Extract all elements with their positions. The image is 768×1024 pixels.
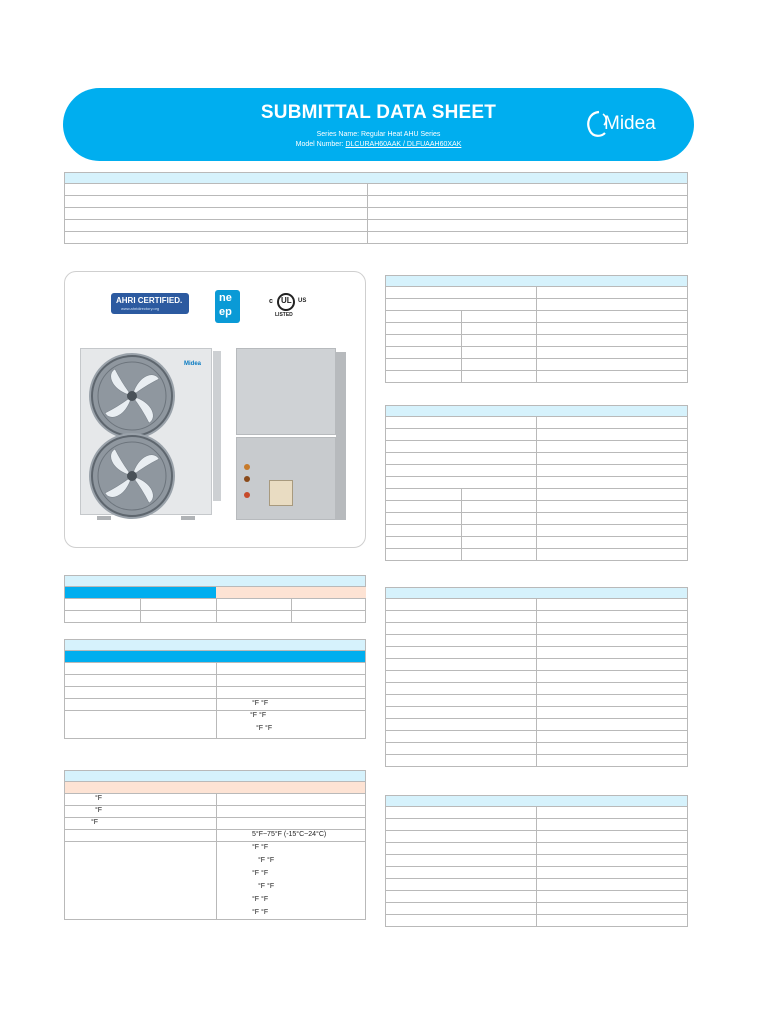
heating-limit-5: °F °F <box>252 896 269 903</box>
heating-band <box>216 587 366 598</box>
table-row <box>386 695 687 707</box>
table-row <box>386 659 687 671</box>
spec-table-1 <box>385 275 688 383</box>
table-row <box>65 196 687 208</box>
table-row <box>386 903 687 915</box>
heating-range: 5°F~75°F (-15°C~24°C) <box>252 831 327 838</box>
heating-label-1: °F <box>95 795 103 802</box>
table-row <box>65 208 687 220</box>
table-row <box>386 731 687 743</box>
performance-table <box>64 575 366 623</box>
model-line <box>63 141 694 148</box>
table-row <box>386 855 687 867</box>
cooling-limit-3: °F °F <box>256 725 273 732</box>
cooling-limit-2: °F °F <box>250 712 267 719</box>
table-row <box>65 611 365 623</box>
table-row <box>65 220 687 232</box>
table-row <box>65 599 365 611</box>
heating-label-3: °F <box>91 819 99 826</box>
cooling-limit-1: °F °F <box>252 700 269 707</box>
table-row <box>386 537 687 549</box>
ahri-certified-logo: AHRI CERTIFIED. www.ahridirectory.org <box>111 293 189 314</box>
mode-band-row <box>65 587 365 599</box>
heating-label-2: °F <box>95 807 103 814</box>
fan-icon <box>89 433 175 519</box>
outdoor-unit-image <box>80 348 212 515</box>
heating-limit-4: °F °F <box>258 883 275 890</box>
table-row <box>65 830 365 842</box>
table-row <box>386 359 687 371</box>
table-row <box>386 719 687 731</box>
table-row <box>65 818 365 830</box>
spec-table-4 <box>385 795 688 927</box>
table-row <box>65 711 365 739</box>
heating-limit-1: °F °F <box>252 844 269 851</box>
series-label: Series Name: <box>316 131 360 138</box>
cooling-band <box>65 587 216 598</box>
table-row <box>65 806 365 818</box>
table-row <box>386 501 687 513</box>
table-row <box>386 347 687 359</box>
table-row <box>386 671 687 683</box>
table-row <box>386 417 687 429</box>
heating-limit-2: °F °F <box>258 857 275 864</box>
table-row <box>65 675 365 687</box>
heating-band-row <box>65 782 365 794</box>
cooling-band-row <box>65 651 365 663</box>
table-header <box>65 173 687 184</box>
table-row <box>386 623 687 635</box>
table-row <box>65 663 365 675</box>
table-row <box>386 525 687 537</box>
midea-logo <box>585 109 681 139</box>
model-label: Model Number: <box>295 141 344 148</box>
table-row <box>65 687 365 699</box>
table-row <box>386 441 687 453</box>
table-row <box>386 831 687 843</box>
table-row <box>386 891 687 903</box>
unit-brand-badge: Midea <box>184 361 202 367</box>
table-row <box>386 335 687 347</box>
table-row <box>386 647 687 659</box>
table-row <box>386 879 687 891</box>
brand-name: Midea <box>604 113 656 134</box>
table-row <box>386 371 687 383</box>
table-row <box>386 807 687 819</box>
product-photo-panel <box>64 271 366 548</box>
table-row <box>386 489 687 501</box>
table-row <box>386 287 687 299</box>
table-row <box>386 743 687 755</box>
spec-table-3 <box>385 587 688 767</box>
table-row <box>386 323 687 335</box>
heating-limit-3: °F °F <box>252 870 269 877</box>
series-value: Regular Heat AHU Series <box>360 131 441 138</box>
table-row <box>65 794 365 806</box>
table-row <box>386 635 687 647</box>
table-row <box>386 915 687 927</box>
table-row <box>386 683 687 695</box>
table-row <box>386 755 687 767</box>
table-row <box>386 477 687 489</box>
table-row <box>65 232 687 244</box>
table-row <box>386 429 687 441</box>
table-row <box>386 599 687 611</box>
table-row <box>386 311 687 323</box>
table-row <box>386 513 687 525</box>
table-row <box>65 184 687 196</box>
table-row <box>386 465 687 477</box>
page-title: SUBMITTAL DATA SHEET <box>260 102 497 123</box>
heating-limit-6: °F °F <box>252 909 269 916</box>
model-value: DLCURAH60AAK / DLFUAAH60XAK <box>345 141 462 148</box>
general-spec-table <box>64 172 688 244</box>
ul-listed-logo: c UL US LISTED <box>265 293 311 319</box>
table-row <box>65 842 365 920</box>
cooling-table <box>64 639 366 739</box>
table-row <box>386 707 687 719</box>
table-row <box>386 453 687 465</box>
neep-logo: ne ep <box>215 290 240 323</box>
heating-table <box>64 770 366 920</box>
table-row <box>386 819 687 831</box>
header-banner <box>63 88 694 161</box>
table-row <box>386 867 687 879</box>
air-handler-image <box>236 348 346 520</box>
fan-icon <box>89 353 175 439</box>
table-row <box>386 611 687 623</box>
table-row <box>65 699 365 711</box>
spec-table-2 <box>385 405 688 561</box>
table-row <box>386 549 687 561</box>
table-row <box>386 299 687 311</box>
table-row <box>386 843 687 855</box>
